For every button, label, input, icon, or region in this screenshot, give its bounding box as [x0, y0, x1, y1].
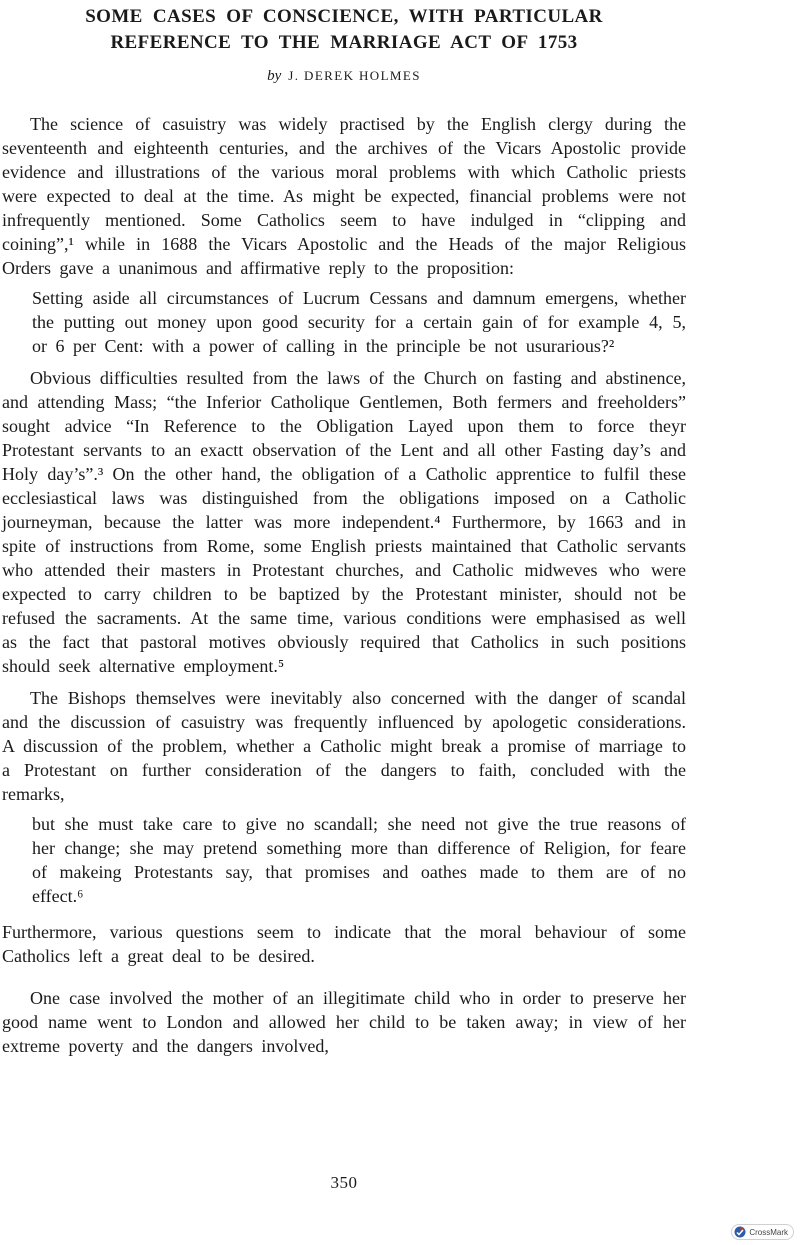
paragraph-5: One case involved the mother of an illegitimate child who in order to preserve her good name went to London and allowed her child to be taken away; in view of her extreme poverty and the dangers involved,: [2, 988, 686, 1056]
byline: [2, 66, 686, 86]
author-name: J. DEREK HOLMES: [288, 68, 421, 83]
paragraph-4: Furthermore, various questions seem to indicate that the moral behaviour of some Catholics left a great deal to be desired.: [2, 922, 686, 966]
article-content: [2, 4, 686, 1058]
blockquote-1: Setting aside all circumstances of Lucrum Cessans and damnum emergens, whether the putting out money upon good security for a certain gain of for example 4, 5, or 6 per Cent: with a power of calling in the principle be not usurarious?²: [32, 288, 686, 356]
crossmark-icon: [734, 1226, 746, 1238]
blockquote-2: but she must take care to give no scandall; she need not give the true reasons of her change; she may pretend something more than difference of Religion, for feare of makeing Protestants say, that promises and oathes made to them are of no effect.⁶: [32, 814, 686, 906]
crossmark-badge[interactable]: [731, 1224, 794, 1240]
article-title-line-2: REFERENCE TO THE MARRIAGE ACT OF 1753: [110, 32, 578, 53]
article-title-line-1: SOME CASES OF CONSCIENCE, WITH PARTICULAR: [85, 6, 603, 27]
byline-prefix: by: [267, 68, 282, 84]
paragraph-1: The science of casuistry was widely practised by the English clergy during the seventeenth and eighteenth centuries, and the archives of the Vicars Apostolic provide evidence and illustrations of the various moral problems with which Catholic priests were expected to deal at the time. As might be expected, financial problems were not infrequently mentioned. Some Catholics seem to have indulged in “clipping and coining”,¹ while in 1688 the Vicars Apostolic and the Heads of the major Religious Orders gave a unanimous and affirmative reply to the proposition:: [2, 114, 686, 278]
article-title: [2, 4, 686, 56]
page-number: 350: [330, 1173, 358, 1192]
crossmark-label: CrossMark: [749, 1227, 788, 1237]
paragraph-3: The Bishops themselves were inevitably also concerned with the danger of scandal and the discussion of casuistry was frequently influenced by apologetic considerations. A discussion of the problem, whether a Catholic might break a promise of marriage to a Protestant on further consideration of the dangers to faith, concluded with the remarks,: [2, 688, 686, 804]
paragraph-2: Obvious difficulties resulted from the laws of the Church on fasting and abstinence, and attending Mass; “the Inferior Catholique Gentlemen, Both fermers and freeholders” sought advice “In Reference to the Obligation Layed upon them to force theyr Protestant servants to an exactt observation of the Lent and all other Fasting day’s and Holy day’s”.³ On the other hand, the obligation of a Catholic apprentice to fulfil these ecclesiastical laws was distinguished from the obligations imposed on a Catholic journeyman, because the latter was more independent.⁴ Furthermore, by 1663 and in spite of instructions from Rome, some English priests maintained that Catholic servants who attended their masters in Protestant churches, and Catholic midweves who were expected to carry children to be baptized by the Protestant minister, should not be refused the sacraments. At the same time, various conditions were emphasised as well as the fact that pastoral motives obviously required that Catholics in such positions should seek alternative employment.⁵: [2, 368, 686, 676]
